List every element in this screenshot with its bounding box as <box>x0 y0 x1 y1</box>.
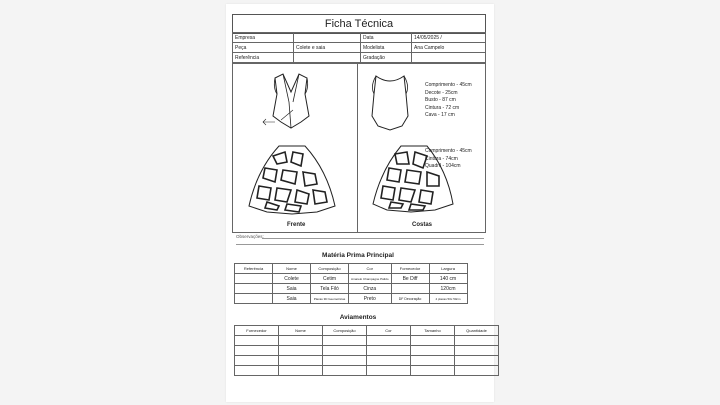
observacoes-line <box>262 238 484 239</box>
front-vest-sketch <box>261 72 321 134</box>
table-cell <box>235 274 273 284</box>
header-cell: Composição <box>323 326 367 336</box>
measure-line: Comprimento - 45cm <box>425 82 472 88</box>
table-cell: Preto <box>349 294 392 304</box>
measure-line: Cintura - 72 cm <box>425 104 460 111</box>
data-value: 14/05/2025 / <box>412 33 486 43</box>
table-cell: Tela Filó <box>311 284 349 294</box>
vest-measurements <box>425 82 472 120</box>
header-table <box>232 32 486 63</box>
peca-value: Colete e saia <box>294 43 361 53</box>
table-cell: Saia <box>273 284 311 294</box>
header-cell: Nome <box>279 326 323 336</box>
table-cell: Cetim <box>311 274 349 284</box>
aviamentos-title: Aviamentos <box>339 314 377 321</box>
header-cell: Largura <box>429 264 467 274</box>
sheet-title: Ficha Técnica <box>232 14 486 34</box>
table-cell: Amarelo Champagne Pálido <box>349 274 392 284</box>
header-cell: Nome <box>273 264 311 274</box>
observacoes-line-2 <box>236 244 484 245</box>
header-cell: Cor <box>349 264 392 274</box>
header-cell: Referência <box>235 264 273 274</box>
front-skirt-sketch <box>247 144 337 216</box>
header-cell: Fornecedor <box>391 264 429 274</box>
materia-prima-table <box>234 263 468 304</box>
referencia-value <box>294 53 361 63</box>
header-cell: Cor <box>367 326 411 336</box>
materia-prima-title: Matéria Prima Principal <box>322 252 394 259</box>
back-caption: Costas <box>412 222 433 228</box>
measure-line: Quadril - 104cm <box>425 163 461 169</box>
table-row <box>235 346 499 356</box>
table-row <box>235 294 468 304</box>
table-header-row <box>235 326 499 336</box>
measure-line: Busto - 87 cm <box>425 97 456 103</box>
measure-line: Cava - 17 cm <box>425 112 455 118</box>
table-cell: 140 cm <box>429 274 467 284</box>
table-cell: DF Decoração <box>391 294 429 304</box>
table-header-row <box>235 264 468 274</box>
table-cell: Colete <box>273 274 311 284</box>
table-row <box>235 366 499 376</box>
table-row <box>235 336 499 346</box>
measure-line: Cintura - 74cm <box>425 155 458 162</box>
measure-line: Decote - 25cm <box>425 89 458 96</box>
data-label: Data <box>361 33 412 43</box>
sketch-divider <box>357 64 358 232</box>
header-cell: Quantidade <box>455 326 499 336</box>
table-cell: Be Diff <box>391 274 429 284</box>
skirt-measurements <box>425 148 472 171</box>
header-cell: Composição <box>311 264 349 274</box>
gradacao-label: Gradação <box>361 53 412 63</box>
table-row <box>235 356 499 366</box>
peca-label: Peça <box>233 43 294 53</box>
table-cell <box>391 284 429 294</box>
modelista-value: Ana Campelo <box>412 43 486 53</box>
table-cell: Placas 3D Geométricas <box>311 294 349 304</box>
table-cell <box>235 284 273 294</box>
table-row <box>235 284 468 294</box>
observacoes-label: Observações: <box>236 234 264 239</box>
measure-line: Comprimento - 45cm <box>425 148 472 154</box>
empresa-label: Empresa <box>233 33 294 43</box>
sketch-area <box>232 63 486 233</box>
aviamentos-table <box>234 325 499 376</box>
modelista-label: Modelista <box>361 43 412 53</box>
header-cell: Tamanho <box>411 326 455 336</box>
header-cell: Fornecedor <box>235 326 279 336</box>
table-cell: Saia <box>273 294 311 304</box>
gradacao-value <box>412 53 486 63</box>
table-cell: 4 placas 50x 50cm <box>429 294 467 304</box>
empresa-value <box>294 33 361 43</box>
table-cell: 120cm <box>429 284 467 294</box>
table-row <box>235 274 468 284</box>
back-vest-sketch <box>368 72 412 134</box>
front-caption: Frente <box>287 222 306 228</box>
referencia-label: Referência <box>233 53 294 63</box>
table-cell <box>235 294 273 304</box>
table-cell: Cinza <box>349 284 392 294</box>
